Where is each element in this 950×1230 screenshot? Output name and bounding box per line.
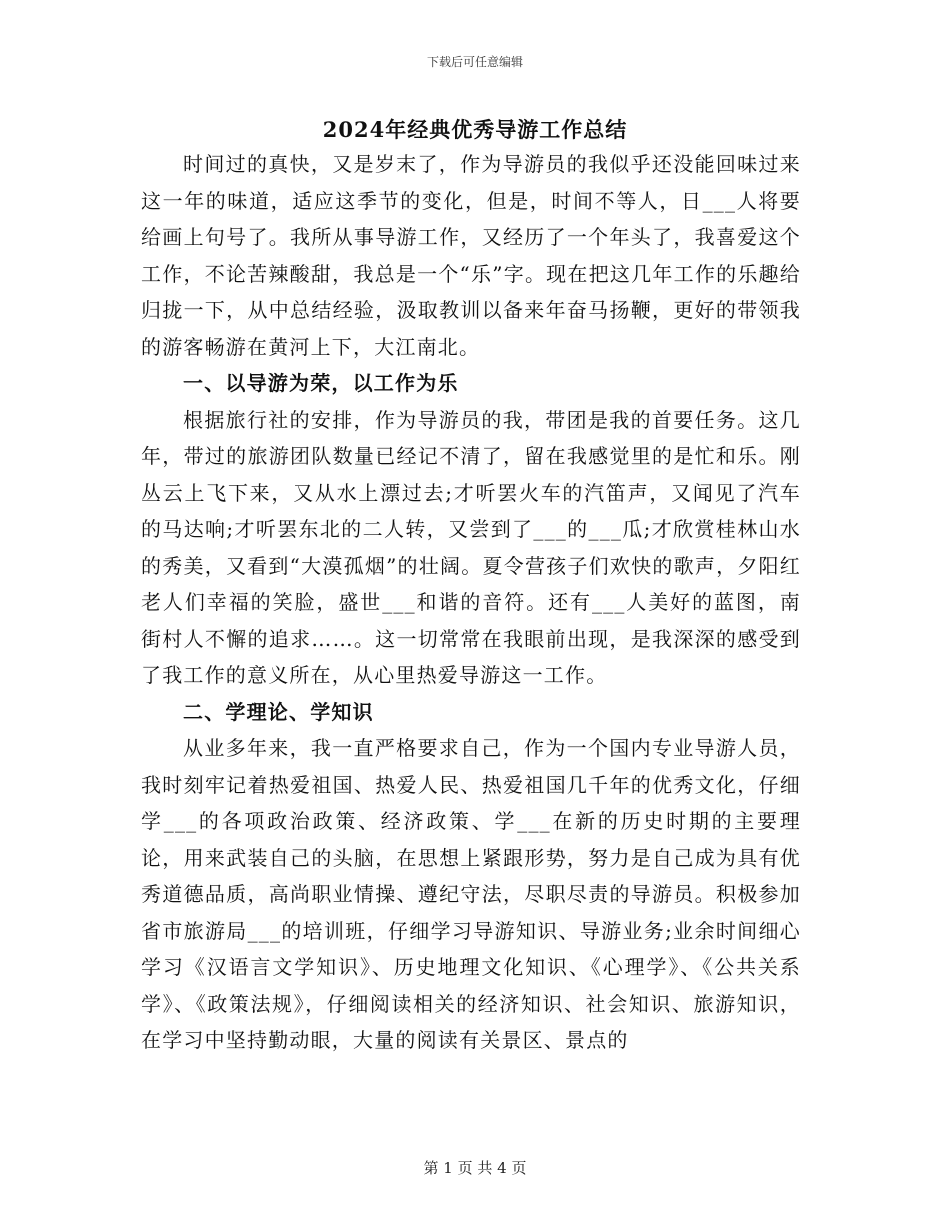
section-1-paragraph: 根据旅行社的安排，作为导游员的我，带团是我的首要任务。这几年，带过的旅游团队数量已经记不清了，留在我感觉里的是忙和乐。刚丛云上飞下来，又从水上漂过去;才听罢火车的汽笛声，又闻见了汽车的马达响;才听罢东北的二人转，又尝到了___的___瓜;才欣赏桂林山水的秀美，又看到“大漠孤烟”的壮阔。夏令营孩子们欢快的歌声，夕阳红老人们幸福的笑脸，盛世___和谐的音符。还有___人美好的蓝图，南街村人不懈的追求……。这一切常常在我眼前出现，是我深深的感受到了我工作的意义所在，从心里热爱导游这一工作。 (141, 407, 801, 687)
section-2-paragraph: 从业多年来，我一直严格要求自己，作为一个国内专业导游人员，我时刻牢记着热爱祖国、热爱人民、热爱祖国几千年的优秀文化，仔细学___的各项政治政策、经济政策、学___在新的历史时期的主要理论，用来武装自己的头脑，在思想上紧跟形势，努力是自己成为具有优秀道德品质，高尚职业情操、遵纪守法，尽职尽责的导游员。积极参加省市旅游局___的培训班，仔细学习导游知识、导游业务;业余时间细心学习《汉语言文学知识》、历史地理文化知识、《心理学》、《公共关系学》、《政策法规》，仔细阅读相关的经济知识、社会知识、旅游知识，在学习中坚持勤动眼，大量的阅读有关景区、景点的 (141, 736, 801, 1052)
page-footer: 第 1 页 共 4 页 (423, 1159, 527, 1177)
section-heading-1: 一、以导游为荣，以工作为乐 (183, 371, 459, 395)
section-heading-2: 二、学理论、学知识 (183, 699, 374, 724)
document-body (141, 146, 801, 1059)
intro-paragraph: 时间过的真快，又是岁末了，作为导游员的我似乎还没能回味过来这一年的味道，适应这季节的变化，但是，时间不等人，日___人将要给画上句号了。我所从事导游工作，又经历了一个年头了，我喜爱这个工作，不论苦辣酸甜，我总是一个“乐”字。现在把这几年工作的乐趣给归拢一下，从中总结经验，汲取教训以备来年奋马扬鞭，更好的带领我的游客畅游在黄河上下，大江南北。 (141, 152, 801, 359)
header-note: 下载后可任意编辑 (426, 55, 523, 69)
document-title: 2024年经典优秀导游工作总结 (322, 117, 628, 142)
